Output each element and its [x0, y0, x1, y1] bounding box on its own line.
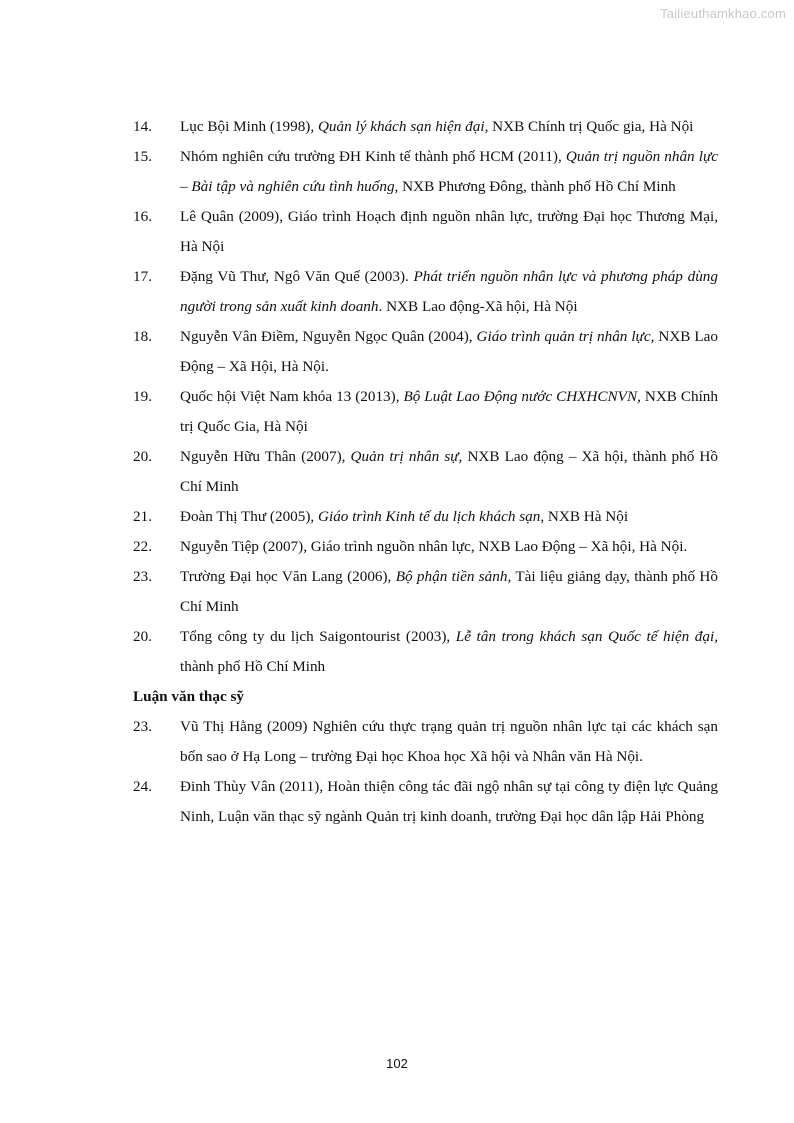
reference-text: , NXB Lao động – Xã hội, thành phố Hồ Chí Minh — [180, 448, 718, 495]
reference-item-19 — [133, 382, 718, 442]
reference-number: 18. — [133, 328, 152, 345]
reference-number: 19. — [133, 388, 152, 405]
reference-title: Quản trị nhân sự — [350, 448, 459, 465]
reference-item-20b — [133, 622, 718, 682]
reference-number: 17. — [133, 268, 152, 285]
reference-text: , NXB Chính trị Quốc Gia, Hà Nội — [180, 388, 718, 435]
reference-item-18 — [133, 322, 718, 382]
thesis-reference-item-24 — [133, 772, 718, 832]
reference-number: 14. — [133, 118, 152, 135]
reference-text: Đặng Vũ Thư, Ngô Văn Quế (2003). — [180, 268, 414, 285]
reference-text: NXB Lao Động – Xã Hội, Hà Nội. — [180, 328, 718, 375]
reference-number: 20. — [133, 448, 152, 465]
reference-text: Vũ Thị Hằng (2009) Nghiên cứu thực trạng quản trị nguồn nhân lực tại các khách sạn bốn sao ở Hạ Long – trường Đại học Khoa học Xã hội và Nhân văn Hà Nội. — [180, 718, 718, 765]
reference-title: Giáo trình Kinh tế du lịch khách sạn — [318, 508, 541, 525]
section-heading-thesis: Luận văn thạc sỹ — [133, 688, 244, 705]
reference-text: Nguyễn Hữu Thân (2007), — [180, 448, 351, 465]
watermark: Tailieuthamkhao.com — [660, 6, 786, 21]
reference-number: 16. — [133, 208, 152, 225]
reference-text: , NXB Chính trị Quốc gia, Hà Nội — [484, 118, 694, 135]
page-number: 102 — [386, 1056, 408, 1071]
reference-title: Bộ phận tiền sảnh, — [395, 568, 512, 585]
reference-text: thành phố Hồ Chí Minh — [180, 658, 326, 675]
reference-number: 23. — [133, 718, 152, 735]
reference-title: Lễ tân trong khách sạn Quốc tế hiện đại, — [455, 628, 718, 645]
reference-text: Đinh Thùy Vân (2011), Hoàn thiện công tác đãi ngộ nhân sự tại công ty điện lực Quảng Ninh, Luận văn thạc sỹ ngành Quản trị kinh doanh, trường Đại học dân lập Hải Phòng — [180, 778, 718, 825]
reference-title: Bộ Luật Lao Động nước CHXHCNVN — [403, 388, 638, 405]
reference-text: Quốc hội Việt Nam khóa 13 (2013), — [180, 388, 404, 405]
reference-text: Đoàn Thị Thư (2005), — [180, 508, 319, 525]
reference-text: Trường Đại học Văn Lang (2006), — [180, 568, 396, 585]
reference-title: Giáo trình quản trị nhân lực, — [476, 328, 655, 345]
reference-number: 23. — [133, 568, 152, 585]
reference-number: 20. — [133, 628, 152, 645]
reference-text: , NXB Hà Nội — [540, 508, 629, 525]
reference-title: Quản lý khách sạn hiện đại — [317, 118, 485, 135]
reference-title: Phát triển nguồn nhân lực và phương pháp dùng người trong sản xuất kinh doanh — [180, 268, 718, 315]
reference-item-21 — [133, 502, 718, 532]
reference-text: Nhóm nghiên cứu trường ĐH Kinh tế thành phố HCM (2011), — [180, 148, 566, 165]
reference-number: 21. — [133, 508, 152, 525]
reference-text: Nguyễn Vân Điềm, Nguyễn Ngọc Quân (2004), — [180, 328, 477, 345]
reference-item-22 — [133, 532, 718, 562]
reference-item-20 — [133, 442, 718, 502]
reference-text: NXB Phương Đông, thành phố Hồ Chí Minh — [398, 178, 676, 195]
reference-text: Tổng công ty du lịch Saigontourist (2003), — [180, 628, 456, 645]
reference-title: Quản trị nguồn nhân lực – Bài tập và nghiên cứu tình huống, — [180, 148, 719, 195]
reference-text: Lê Quân (2009), Giáo trình Hoạch định nguồn nhân lực, trường Đại học Thương Mại, Hà Nội — [180, 208, 718, 255]
reference-item-17 — [133, 262, 718, 322]
reference-number: 24. — [133, 778, 152, 795]
reference-number: 15. — [133, 148, 152, 165]
reference-text: Lục Bội Minh (1998), — [180, 118, 318, 135]
reference-item-16 — [133, 202, 718, 262]
reference-text: Tài liệu giảng dạy, thành phố Hồ Chí Minh — [180, 568, 718, 615]
reference-list — [133, 112, 718, 832]
reference-number: 22. — [133, 538, 152, 555]
reference-item-14 — [133, 112, 718, 142]
reference-item-23 — [133, 562, 718, 622]
reference-text: Nguyễn Tiệp (2007), Giáo trình nguồn nhân lực, NXB Lao Động – Xã hội, Hà Nội. — [180, 538, 688, 555]
thesis-reference-item-23 — [133, 712, 718, 772]
reference-text: . NXB Lao động-Xã hội, Hà Nội — [378, 298, 578, 315]
reference-item-15 — [133, 142, 718, 202]
